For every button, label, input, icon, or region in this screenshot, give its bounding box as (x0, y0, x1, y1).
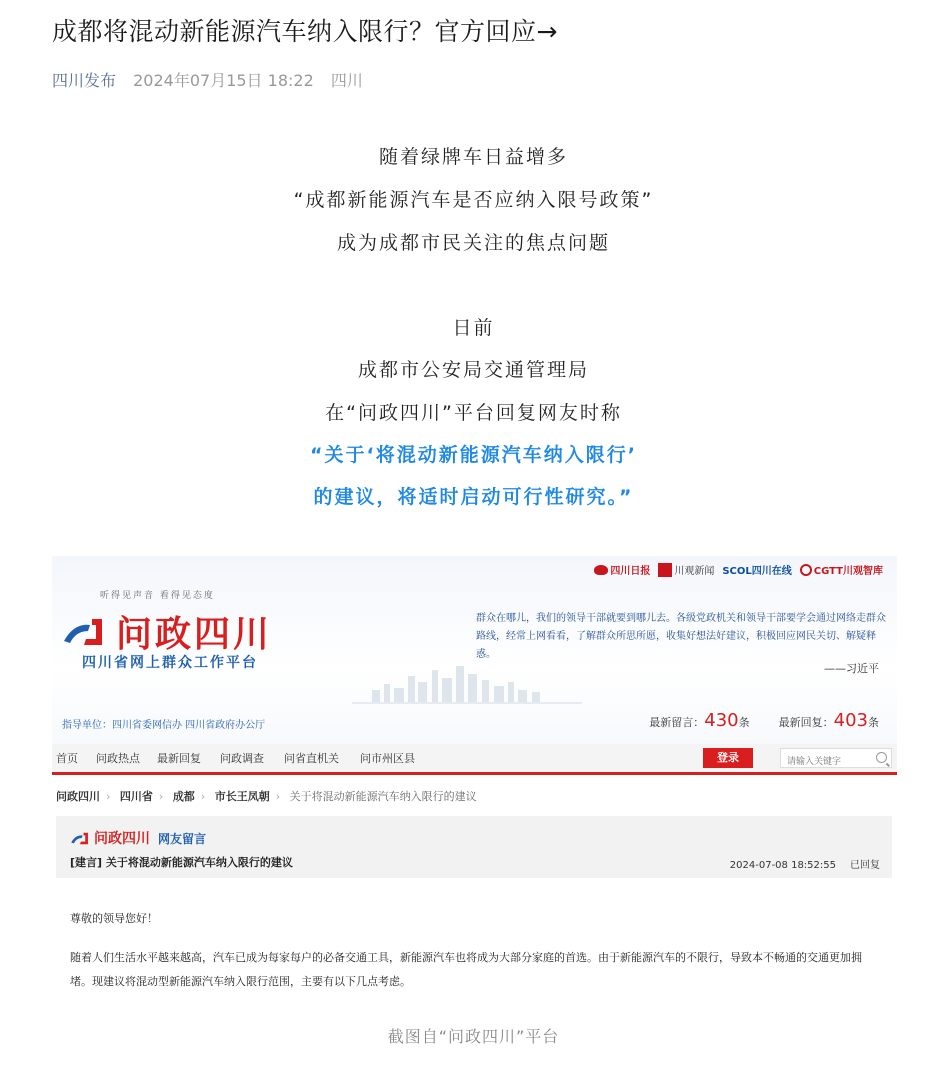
lead-line: 随着绿牌车日益增多 (378, 146, 568, 168)
message-time: 2024-07-08 18:52:55 (729, 860, 836, 871)
partner-chuanguan[interactable]: 川观新闻 (658, 562, 714, 577)
partner-cgtt[interactable]: CGTT川观智库 (800, 562, 883, 577)
crumb-home[interactable]: 问政四川 (56, 790, 100, 803)
platform-logo[interactable] (62, 606, 272, 657)
new-reply-count[interactable]: 403 (833, 710, 868, 731)
stats-bar (649, 710, 879, 731)
sichuan-daily-icon (594, 565, 608, 575)
partner-sichuan-daily[interactable]: 四川日报 (594, 562, 650, 577)
nav-home[interactable]: 首页 (56, 752, 78, 765)
nav-provincial[interactable]: 问省直机关 (284, 752, 339, 765)
nav-survey[interactable]: 问政调查 (220, 752, 264, 765)
nav-latest-reply[interactable]: 最新回复 (157, 752, 201, 765)
nav-city-district[interactable]: 问市州区县 (360, 752, 415, 765)
unit-label: 条 (868, 716, 879, 729)
partner-scol[interactable]: SCOL四川在线 (722, 566, 792, 577)
platform-slogan: 听得见声音 看得见态度 (100, 591, 215, 601)
publish-date: 2024年07月15日 18:22 (133, 71, 314, 90)
new-reply-label: 最新回复： (778, 716, 834, 729)
new-msg-count[interactable]: 430 (704, 710, 739, 731)
crumb-separator: › (200, 790, 206, 803)
logo-text: 问政四川 (116, 614, 273, 655)
message-greeting: 尊敬的领导您好！ (70, 912, 158, 925)
breadcrumb (56, 788, 477, 804)
message-body: 随着人们生活水平越来越高，汽车已成为每家每户的必备交通工具，新能源汽车也将成为大部分家庭的首选。由于新能源汽车的不限行，导致本不畅通的交通更加拥堵。现建议将混动型新能源汽车纳入限行范围，主要有以下几点考虑。 (70, 951, 862, 988)
publish-location: 四川 (330, 71, 363, 90)
skyline-illustration (352, 664, 582, 704)
cgtt-icon (800, 564, 812, 576)
main-nav (52, 744, 897, 775)
highlight-line: “关于‘将混动新能源汽车纳入限行’ (310, 444, 637, 466)
lead-line: 成都市公安局交通管理局 (357, 359, 589, 381)
crumb-separator: › (275, 790, 281, 803)
card-logo (70, 828, 206, 848)
crumb-separator: › (158, 790, 164, 803)
guide-units: 指导单位：四川省委网信办 四川省政府办公厅 (62, 720, 266, 731)
quote-author: ——习近平 (824, 662, 879, 675)
platform-screenshot (52, 556, 897, 1006)
crumb-separator: › (106, 790, 111, 803)
leader-quote: 群众在哪儿，我们的领导干部就要到哪儿去。各级党政机关和领导干部要学会通过网络走群众路线，经常上网看看，了解群众所思所愿，收集好想法好建议，积极回应网民关切、解疑释惑。 (476, 613, 886, 660)
crumb-city[interactable]: 成都 (172, 790, 195, 803)
reply-status: 已回复 (850, 860, 880, 871)
image-caption: 截图自“问政四川”平台 (387, 1027, 560, 1046)
search-icon[interactable] (876, 752, 887, 763)
partner-logos (594, 562, 883, 577)
crumb-current: 关于将混动新能源汽车纳入限行的建议 (289, 790, 477, 803)
message-meta (716, 856, 880, 871)
message-card (56, 816, 892, 878)
crumb-mayor[interactable]: 市长王凤朝 (214, 790, 270, 803)
login-button[interactable]: 登录 (703, 748, 753, 768)
lead-line: 成为成都市民关注的焦点问题 (336, 232, 610, 254)
lead-line: 在“问政四川”平台回复网友时称 (325, 402, 622, 424)
article-meta (52, 68, 363, 91)
lead-line: “成都新能源汽车是否应纳入限号政策” (293, 189, 654, 211)
new-msg-label: 最新留言： (649, 716, 705, 729)
search-input[interactable] (781, 753, 879, 771)
card-category: 网友留言 (158, 831, 207, 846)
crumb-province[interactable]: 四川省 (119, 790, 153, 803)
platform-subtitle: 四川省网上群众工作平台 (82, 655, 258, 671)
author-link[interactable]: 四川发布 (52, 71, 117, 90)
article-title: 成都将混动新能源汽车纳入限行？官方回应→ (52, 17, 558, 46)
unit-label: 条 (738, 716, 750, 729)
platform-banner (52, 556, 897, 744)
search-box (780, 748, 892, 768)
chuanguan-icon (658, 563, 672, 577)
card-logo-text: 问政四川 (94, 831, 150, 847)
highlight-line: 的建议，将适时启动可行性研究。” (313, 486, 634, 508)
wenzheng-logo-icon (70, 831, 90, 846)
message-subject: [建言] 关于将混动新能源汽车纳入限行的建议 (70, 856, 293, 869)
nav-hot[interactable]: 问政热点 (96, 752, 140, 765)
wenzheng-logo-icon (62, 615, 106, 649)
lead-line: 日前 (452, 317, 495, 339)
